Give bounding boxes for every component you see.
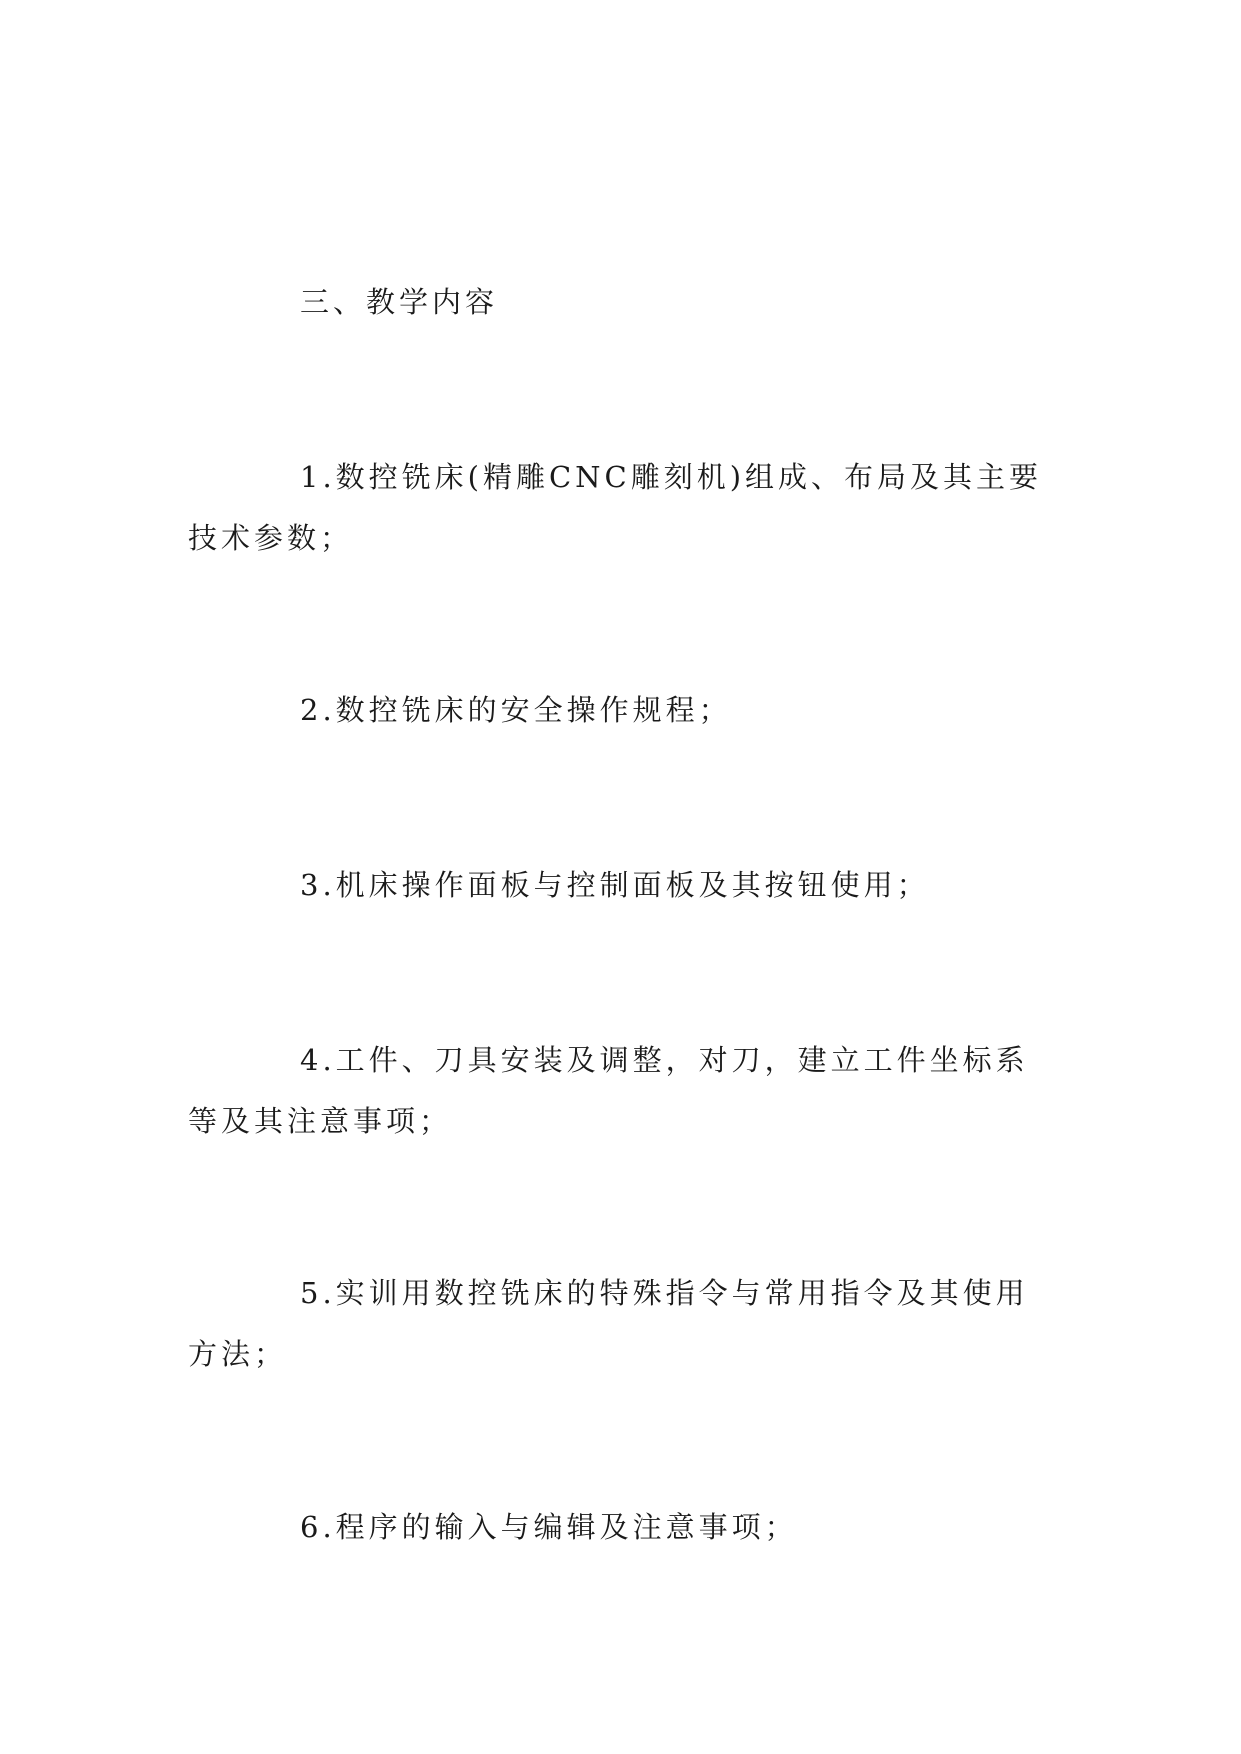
content-item-1: 1.数控铣床(精雕CNC雕刻机)组成、布局及其主要技术参数；: [188, 460, 1043, 555]
section-heading: 三、教学内容: [300, 285, 499, 319]
content-item-6: 6.程序的输入与编辑及注意事项；: [300, 1510, 798, 1544]
content-item-5: 5.实训用数控铣床的特殊指令与常用指令及其使用方法；: [188, 1276, 1029, 1371]
content-item-3: 3.机床操作面板与控制面板及其按钮使用；: [300, 868, 930, 902]
content-item-4: 4.工件、刀具安装及调整，对刀，建立工件坐标系等及其注意事项；: [188, 1043, 1029, 1138]
content-item-2: 2.数控铣床的安全操作规程；: [300, 693, 732, 727]
